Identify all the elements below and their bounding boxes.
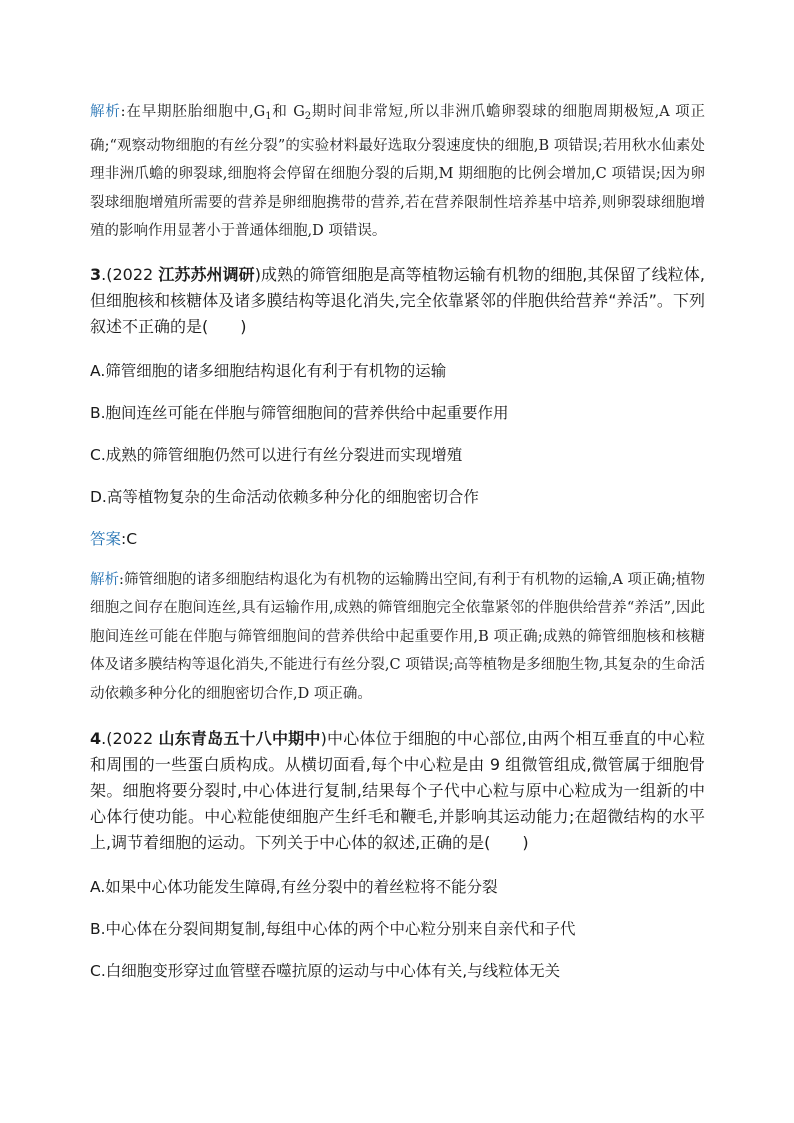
answer-sep: : <box>121 529 127 548</box>
question-3-option-b: B.胞间连丝可能在伴胞与筛管细胞间的营养供给中起重要作用 <box>90 403 509 422</box>
analysis-text: 筛管细胞的诸多细胞结构退化为有机物的运输腾出空间,有利于有机物的运输,A 项正确;植物细胞之间存在胞间连丝,具有运输作用,成熟的筛管细胞完全依靠紧邻的伴胞供给营养“养活”,因此胞间连丝可能在伴胞与筛管细胞间的营养供给中起重要作用,B 项正确;成熟的筛管细胞核和核糖体及诸多膜结构等退化消失,不能进行有丝分裂,C 项错误;高等植物是多细胞生物,其复杂的生命活动依赖多种分化的细胞密切合作,D 项正确。 <box>90 571 705 702</box>
analysis-text-1: 在早期胚胎细胞中,G <box>125 104 266 120</box>
analysis-sep: : <box>120 104 126 120</box>
question-4-stem <box>90 726 705 856</box>
question-4-source: 山东青岛五十八中期中 <box>158 729 321 748</box>
question-4-option-c: C.白细胞变形穿过血管壁吞噬抗原的运动与中心体有关,与线粒体无关 <box>90 962 561 980</box>
question-4-option-a: A.如果中心体功能发生障碍,有丝分裂中的着丝粒将不能分裂 <box>90 878 498 896</box>
analysis-text-3: 期时间非常短,所以非洲爪蟾卵裂球的细胞周期极短,A 项正确;“观察动物细胞的有丝分裂”的实验材料最好选取分裂速度快的细胞,B 项错误;若用秋水仙素处理非洲爪蟾的卵裂球,细胞将会停留在细胞分裂的后期,M 期细胞的比例会增加,C 项错误;因为卵裂球细胞增殖所需要的营养是卵细胞携带的营养,若在营养限制性培养基中培养,则卵裂球细胞增殖的影响作用显著小于普通体细胞,D 项错误。 <box>90 104 706 239</box>
question-3-option-c: C.成熟的筛管细胞仍然可以进行有丝分裂进而实现增殖 <box>90 445 463 464</box>
question-3-option-d: D.高等植物复杂的生命活动依赖多种分化的细胞密切合作 <box>90 487 479 506</box>
question-3-option-a: A.筛管细胞的诸多细胞结构退化有利于有机物的运输 <box>90 361 447 380</box>
g2-subscript: 2 <box>304 111 312 122</box>
question-3-answer <box>90 528 705 550</box>
analysis-label: 解析 <box>90 104 121 120</box>
question-3-pre: .(2022 <box>101 264 159 284</box>
question-3-source: 江苏苏州调研 <box>158 264 255 284</box>
answer-value: C <box>126 529 138 548</box>
question-4-text: )中心体位于细胞的中心部位,由两个相互垂直的中心粒和周围的一些蛋白质构成。从横切面看,每个中心粒是由 9 组微管组成,微管属于细胞骨架。细胞将要分裂时,中心体进行复制,结果每个子代中心粒与原中心粒成为一组新的中心体行使功能。中心粒能使细胞产生纤毛和鞭毛,并影响其运动能力;在超微结构的水平上,调节着细胞的运动。下列关于中心体的叙述,正确的是( ) <box>90 729 705 852</box>
analysis-label: 解析 <box>90 571 120 588</box>
question-4-number: 4 <box>90 729 102 748</box>
question-4-pre: .(2022 <box>101 729 159 748</box>
analysis-text-2: 和 G <box>271 104 305 120</box>
question-3-number: 3 <box>90 264 102 284</box>
question-3-stem <box>90 262 705 340</box>
g1-subscript: 1 <box>265 111 272 122</box>
analysis-sep: : <box>119 571 124 588</box>
document-page <box>90 98 705 982</box>
analysis-q2 <box>90 98 705 246</box>
analysis-q3 <box>90 566 705 709</box>
question-3-text: )成熟的筛管细胞是高等植物运输有机物的细胞,其保留了线粒体,但细胞核和核糖体及诸多膜结构等退化消失,完全依靠紧邻的伴胞供给营养“养活”。下列叙述不正确的是( ) <box>90 264 705 336</box>
question-4-option-b: B.中心体在分裂间期复制,每组中心体的两个中心粒分别来自亲代和子代 <box>90 920 576 938</box>
answer-label: 答案 <box>90 529 122 548</box>
